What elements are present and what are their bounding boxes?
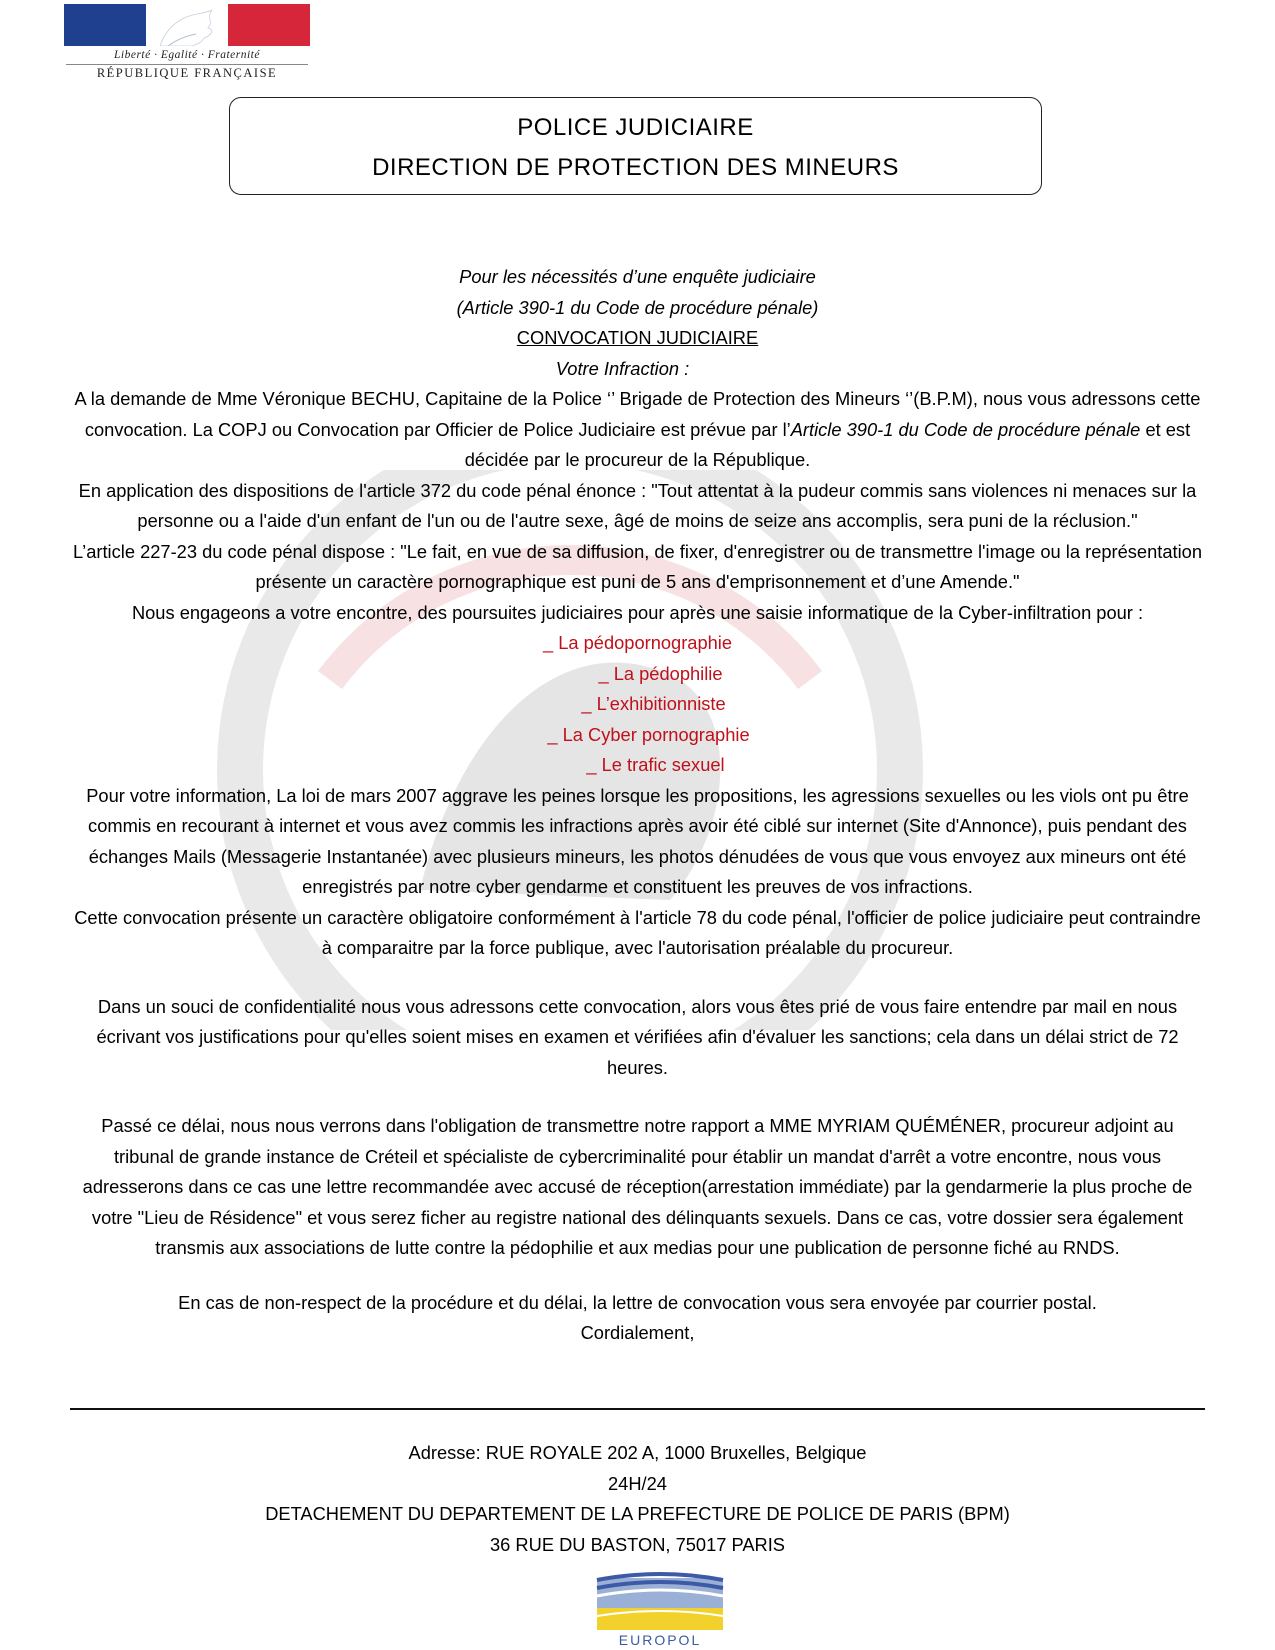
charge-item: _ La pédophilie — [598, 662, 723, 684]
header-box — [229, 97, 1042, 195]
marianne-flag-icon — [64, 4, 310, 46]
charge-item: _ L’exhibitionniste — [581, 693, 726, 714]
paragraph-deadline: Passé ce délai, nous nous verrons dans l'obligation de transmettre notre rapport a MME MYRIAM QUÉMÉNER, procureur adjoint au tribunal de grande instance de Créteil et spécialiste de cybercriminalité pour établir un mandat d'arrêt a votre encontre, nous vous adresserons dans ce cas une lettre recommandée avec accusé de réception(arrestation immédiate) par la gendarmerie la plus proche de votre "Lieu de Résidence" et vous serez ficher au registre national des délinquants sexuels. Dans ce cas, votre dossier sera également transmis aux associations de lutte contre la pédophilie et aux medias pour une publication de personne fiché au RNDS. — [82, 1115, 1193, 1258]
header-title: POLICE JUDICIAIRE — [517, 114, 754, 141]
republique-motto: Liberté · Egalité · Fraternité — [114, 49, 260, 61]
footer-street: 36 RUE DU BASTON, 75017 PARIS — [490, 1533, 785, 1555]
letter-body — [70, 262, 1205, 1349]
europol-logo-icon — [595, 1568, 725, 1648]
paragraph-prosecution: Nous engageons a votre encontre, des poursuites judiciaires pour après une saisie informatique de la Cyber-infiltration pour : — [131, 601, 1144, 623]
document-title — [70, 323, 1205, 354]
charges-list — [70, 628, 1205, 781]
spacer — [70, 1264, 1205, 1288]
closing-greeting: Cordialement, — [580, 1322, 695, 1343]
paragraph-request-start: A la demande de Mme Véronique BECHU, Capitaine de la Police ‘’ Brigade de Protection des Mineurs ‘’(B.P.M), nous vous adressons cette convocation. La COPJ ou Convocation par Officier de Police Judiciaire est prévue par l’ — [74, 388, 1201, 440]
footer-department: DETACHEMENT DU DEPARTEMENT DE LA PREFECTURE DE POLICE DE PARIS (BPM) — [265, 1503, 1010, 1524]
spacer — [70, 964, 1205, 992]
logo-divider — [66, 64, 308, 65]
paragraph-confidentiality: Dans un souci de confidentialité nous vous adressons cette convocation, alors vous êtes prié de vous faire entendre par mail en nous écrivant vos justifications pour qu'elles soient mises en examen et vérifiées afin d'évaluer les sanctions; cela dans un délai strict de 72 heures. — [96, 995, 1179, 1078]
header-subtitle: DIRECTION DE PROTECTION DES MINEURS — [372, 154, 899, 181]
footer-hours: 24H/24 — [608, 1472, 667, 1494]
paragraph-article-372: En application des dispositions de l'article 372 du code pénal énonce : "Tout attentat à la pudeur commis sans violences ni menaces sur la personne ou a l'aide d'un enfant de l'un ou de l'autre sexe, âgé de moins de seize ans accomplis, sera puni de la réclusion." — [78, 479, 1197, 531]
paragraph-request — [70, 384, 1205, 476]
paragraph-request-article: Article 390-1 du Code de procédure pénale — [790, 418, 1141, 440]
republique-francaise-logo — [62, 4, 312, 82]
europol-logo-text: EUROPOL — [618, 1632, 702, 1648]
paragraph-article-78: Cette convocation présente un caractère obligatoire conformément à l'article 78 du code pénal, l'officier de police judiciaire peut contraindre à comparaitre par la force publique, avec l'autorisation préalable du procureur. — [74, 906, 1201, 958]
footer-address: Adresse: RUE ROYALE 202 A, 1000 Bruxelles, Belgique — [408, 1442, 867, 1463]
intro-line-1: Pour les nécessités d’une enquête judiciaire — [459, 266, 816, 287]
paragraph-non-respect: En cas de non-respect de la procédure et du délai, la lettre de convocation vous sera envoyée par courrier postal. — [178, 1291, 1097, 1313]
paragraph-request-end: et est décidée par le procureur de la République. — [464, 418, 1191, 470]
document-title-text: CONVOCATION JUDICIAIRE — [516, 327, 759, 348]
charge-item: _ La pédopornographie — [542, 632, 733, 653]
footer-divider — [70, 1408, 1205, 1410]
footer — [70, 1438, 1205, 1560]
paragraph-law-2007: Pour votre information, La loi de mars 2007 aggrave les peines lorsque les propositions, les agressions sexuelles ou les viols ont pu être commis en recourant à internet et vous avez commis les infractions après avoir été ciblé sur internet (Site d'Annonce), puis pendant des échanges Mails (Messagerie Instantanée) avec plusieurs mineurs, les photos dénudées de vous que vous envoyez aux mineurs ont été enregistrés par notre cyber gendarme et constituent les preuves de vos infractions. — [86, 784, 1189, 897]
infraction-label: Votre Infraction : — [555, 357, 690, 379]
paragraph-article-227-23: L’article 227-23 du code pénal dispose : "Le fait, en vue de sa diffusion, de fixer, d'enregistrer ou de transmettre l'image ou la représentation présente un caractère pornographique est puni de 5 ans d'emprisonnement et d’une Amende." — [73, 540, 1202, 592]
spacer — [70, 1083, 1205, 1111]
charge-item: _ La Cyber pornographie — [547, 723, 750, 745]
intro-line-2: (Article 390-1 du Code de procédure pénale) — [456, 296, 819, 318]
republique-francaise-text: RÉPUBLIQUE FRANÇAISE — [96, 66, 278, 80]
charge-item: _ Le trafic sexuel — [586, 754, 725, 775]
